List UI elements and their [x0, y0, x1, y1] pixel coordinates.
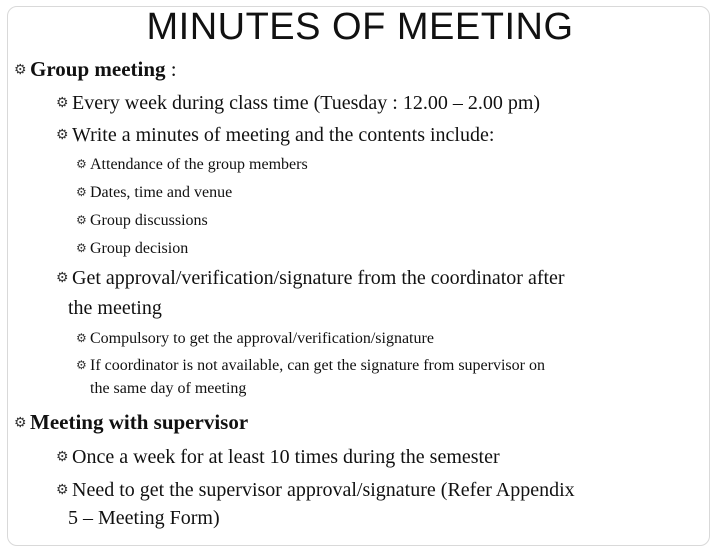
bullet-icon: ⚙	[14, 63, 27, 78]
bullet-need-approval	[56, 478, 575, 503]
content-item-text: Dates, time and venue	[90, 184, 233, 201]
bullet-icon: ⚙	[56, 271, 69, 286]
bullet-icon: ⚙	[76, 157, 87, 171]
bullet-icon: ⚙	[56, 96, 69, 111]
bullet-icon: ⚙	[76, 213, 87, 227]
if-coordinator-text: If coordinator is not available, can get the signature from supervisor on	[90, 357, 545, 374]
bullet-icon: ⚙	[56, 483, 69, 498]
every-week-text: Every week during class time (Tuesday : 12.00 – 2.00 pm)	[72, 92, 541, 114]
bullet-icon: ⚙	[76, 185, 87, 199]
bullet-compulsory	[76, 327, 434, 350]
bullet-icon: ⚙	[14, 416, 27, 431]
content-item	[76, 209, 208, 232]
bullet-once-week	[56, 445, 500, 470]
group-meeting-label: Group meeting	[30, 57, 166, 81]
bullet-group-meeting	[14, 57, 177, 83]
slide-title: MINUTES OF MEETING	[146, 6, 574, 48]
meeting-supervisor-label: Meeting with supervisor	[30, 410, 249, 434]
get-approval-continuation: the meeting	[68, 297, 162, 319]
write-minutes-text: Write a minutes of meeting and the contents include:	[72, 124, 495, 146]
content-item	[76, 237, 188, 260]
bullet-icon: ⚙	[76, 241, 87, 255]
compulsory-text: Compulsory to get the approval/verification/signature	[90, 330, 434, 347]
bullet-icon: ⚙	[76, 331, 87, 345]
bullet-icon: ⚙	[76, 358, 87, 372]
content-item-text: Group decision	[90, 240, 189, 257]
group-meeting-suffix: :	[165, 57, 177, 81]
content-item	[76, 153, 308, 176]
content-item-text: Attendance of the group members	[90, 156, 308, 173]
bullet-if-coordinator	[76, 354, 545, 377]
bullet-meeting-supervisor	[14, 410, 248, 436]
bullet-every-week	[56, 91, 540, 116]
get-approval-text: Get approval/verification/signature from the coordinator after	[72, 267, 565, 289]
content-item	[76, 181, 232, 204]
bullet-get-approval	[56, 266, 565, 291]
bullet-icon: ⚙	[56, 450, 69, 465]
if-coordinator-continuation: the same day of meeting	[90, 380, 247, 397]
bullet-icon: ⚙	[56, 128, 69, 143]
need-approval-text: Need to get the supervisor approval/signature (Refer Appendix	[72, 479, 575, 501]
bullet-write-minutes	[56, 123, 494, 148]
content-item-text: Group discussions	[90, 212, 208, 229]
once-week-text: Once a week for at least 10 times during the semester	[72, 446, 500, 468]
need-approval-continuation: 5 – Meeting Form)	[68, 507, 220, 529]
